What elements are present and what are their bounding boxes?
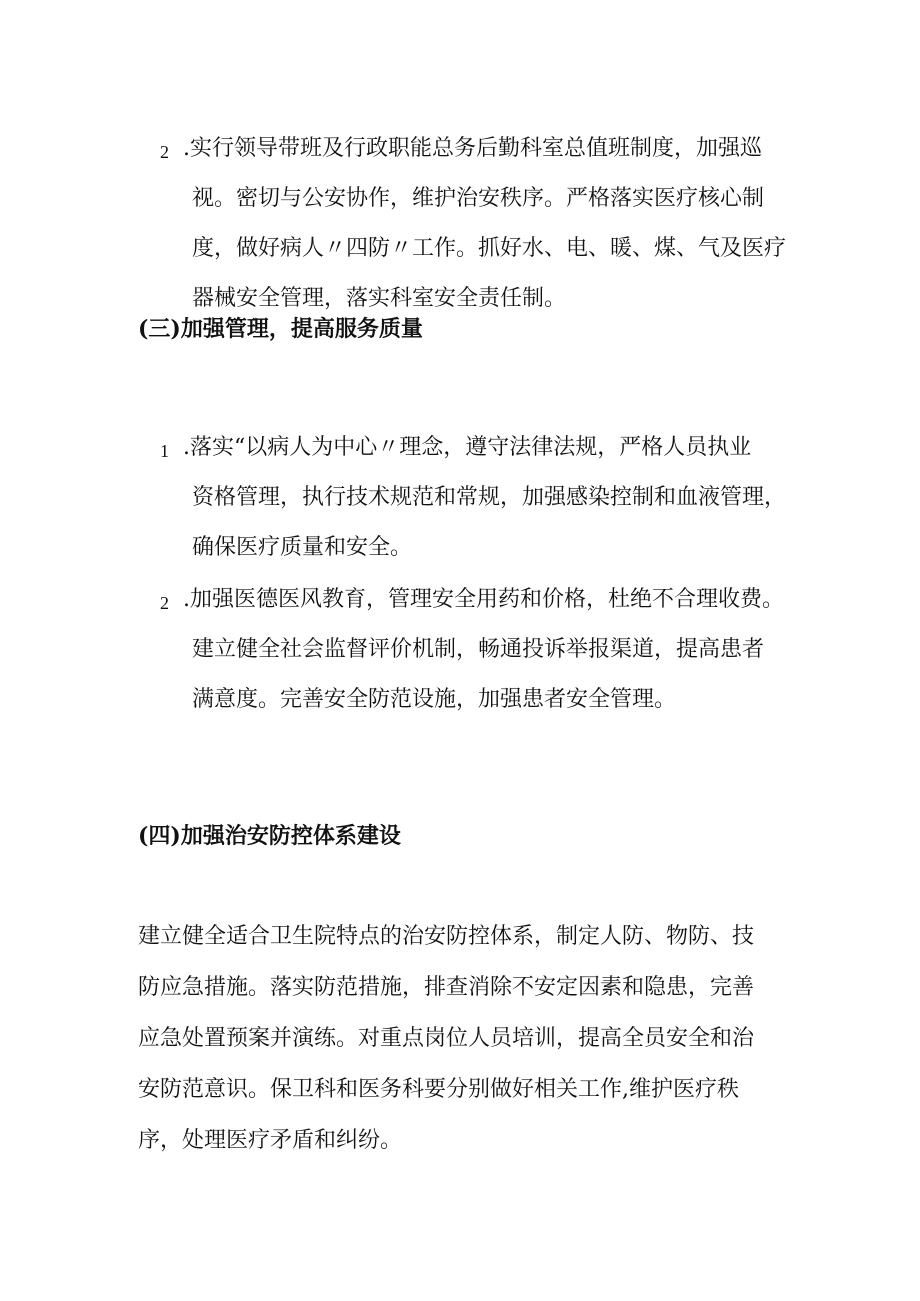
text-line: 安防范意识。保卫科和医务科要分别做好相关工作,维护医疗秩 xyxy=(138,1077,739,1102)
text-line: 建立健全社会监督评价机制，畅通投诉举报渠道，提高患者 xyxy=(192,637,765,662)
text-line: 资格管理，执行技术规范和常规，加强感染控制和血液管理， xyxy=(192,485,787,510)
text-line: 建立健全适合卫生院特点的治安防控体系，制定人防、物防、技 xyxy=(138,924,755,949)
list-item-text xyxy=(183,423,786,573)
text-line: 度，做好病人〃四防〃工作。抓好水、电、暖、煤、气及医疗 xyxy=(192,236,787,261)
section-heading: (三)加强管理，提高服务质量 xyxy=(138,316,423,342)
list-item-text xyxy=(183,124,786,324)
text-line: 器械安全管理，落实科室安全责任制。 xyxy=(192,286,567,311)
list-item-number: 2 xyxy=(160,593,169,613)
paragraph xyxy=(138,911,754,1166)
list-item-text xyxy=(183,575,784,725)
text-line: 序，处理医疗矛盾和纠纷。 xyxy=(138,1128,403,1153)
text-line: 满意度。完善安全防范设施，加强患者安全管理。 xyxy=(192,687,677,712)
list-item-number: 2 xyxy=(160,142,169,162)
text-line: .实行领导带班及行政职能总务后勤科室总值班制度，加强巡 xyxy=(183,136,762,161)
list-item-number: 1 xyxy=(160,441,169,461)
text-line: .落实“以病人为中心〃理念，遵守法律法规，严格人员执业 xyxy=(183,435,752,460)
text-line: .加强医德医风教育，管理安全用药和价格，杜绝不合理收费。 xyxy=(183,587,784,612)
text-line: 应急处置预案并演练。对重点岗位人员培训，提高全员安全和治 xyxy=(138,1026,755,1051)
text-line: 确保医疗质量和安全。 xyxy=(192,535,413,560)
text-line: 视。密切与公安协作，维护治安秩序。严格落实医疗核心制 xyxy=(192,186,765,211)
text-line: 防应急措施。落实防范措施，排查消除不安定因素和隐患，完善 xyxy=(138,975,755,1000)
section-heading: (四)加强治安防控体系建设 xyxy=(138,823,401,849)
